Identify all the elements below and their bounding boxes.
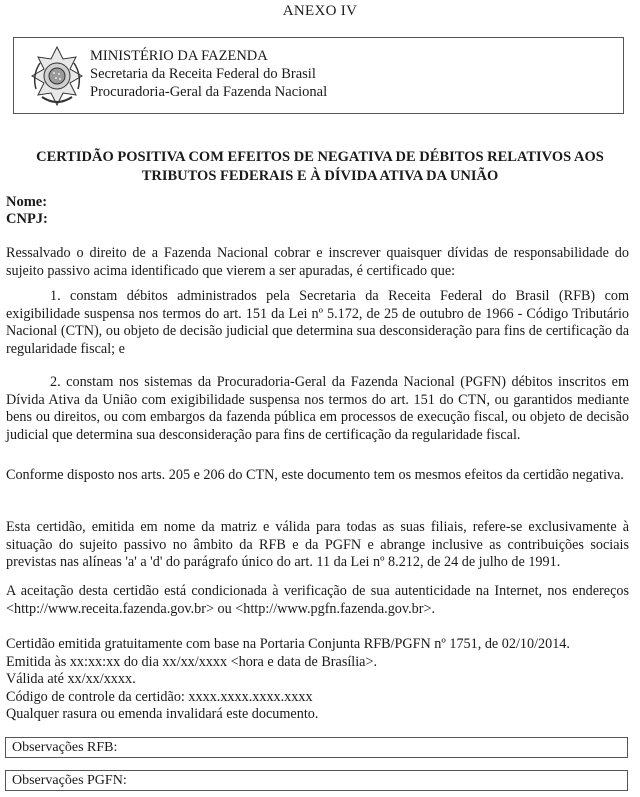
ctn-paragraph: Conforme disposto nos arts. 205 e 206 do CTN, este documento tem os mesmos efeitos da certidão negativa. bbox=[6, 467, 624, 483]
taxpayer-fields bbox=[6, 194, 48, 228]
item-2-paragraph: 2. constam nos sistemas da Procuradoria-Geral da Fazenda Nacional (PGFN) débitos inscritos em Dívida Ativa da União com exigibilidade suspensa nos termos do art. 151 do CTN, ou garantidos mediante bens ou direitos, ou com embargos da fazenda pública em processos de execução fiscal, ou objeto de decisão judicial que determina sua desconsideração para fins de certificação da regularidade fiscal. bbox=[6, 374, 629, 443]
tamper-warning-line: Qualquer rasura ou emenda invalidará este documento. bbox=[6, 706, 319, 722]
valid-until-line: Válida até xx/xx/xxxx. bbox=[6, 671, 136, 687]
intro-paragraph: Ressalvado o direito de a Fazenda Nacional cobrar e inscrever quaisquer dívidas de responsabilidade do sujeito passivo acima identificado que vierem a ser apuradas, é certificado que: bbox=[6, 245, 629, 279]
authenticity-paragraph: A aceitação desta certidão está condicionada à verificação de sua autenticidade na Internet, nos endereços <http://www.receita.fazenda.gov.br> ou <http://www.pgfn.fazenda.gov.br>. bbox=[6, 583, 629, 617]
certificate-title bbox=[20, 148, 620, 186]
issuance-info bbox=[6, 636, 570, 724]
secretariat-name: Secretaria da Receita Federal do Brasil bbox=[90, 66, 316, 82]
title-line-2: TRIBUTOS FEDERAIS E À DÍVIDA ATIVA DA UNIÃO bbox=[141, 168, 499, 184]
title-line-1: CERTIDÃO POSITIVA COM EFEITOS DE NEGATIVA DE DÉBITOS RELATIVOS AOS bbox=[36, 149, 604, 165]
procuracy-name: Procuradoria-Geral da Fazenda Nacional bbox=[90, 84, 328, 100]
pgfn-observations-field bbox=[5, 770, 628, 791]
cnpj-label: CNPJ: bbox=[6, 211, 48, 227]
agency-header bbox=[13, 37, 624, 114]
issued-at-line: Emitida às xx:xx:xx do dia xx/xx/xxxx <hora e data de Brasília>. bbox=[6, 653, 378, 670]
annex-label: ANEXO IV bbox=[282, 3, 358, 19]
rfb-observations-field bbox=[5, 737, 628, 758]
item-1-paragraph: 1. constam débitos administrados pela Secretaria da Receita Federal do Brasil (RFB) com exigibilidade suspensa nos termos do art. 151 da Lei nº 5.172, de 25 de outubro de 1966 - Código Tributário Nacional (CTN), ou objeto de decisão judicial que determina sua desconsideração para fins de certificação da regularidade fiscal; e bbox=[6, 288, 629, 357]
ministry-name: MINISTÉRIO DA FAZENDA bbox=[90, 48, 268, 64]
brazil-coat-of-arms-icon bbox=[28, 45, 86, 107]
control-code-line: Código de controle da certidão: xxxx.xxxx.xxxx.xxxx bbox=[6, 688, 313, 705]
name-label: Nome: bbox=[6, 194, 48, 210]
pgfn-observations-label: Observações PGFN: bbox=[12, 773, 127, 788]
branch-scope-paragraph: Esta certidão, emitida em nome da matriz e válida para todas as suas filiais, refere-se exclusivamente à situação do sujeito passivo no âmbito da RFB e da PGFN e abrange inclusive as contribuições sociais previstas nas alíneas 'a' a 'd' do parágrafo único do art. 11 da Lei nº 8.212, de 24 de julho de 1991. bbox=[6, 519, 629, 570]
legal-basis-line: Certidão emitida gratuitamente com base na Portaria Conjunta RFB/PGFN nº 1751, de 02/10/2014. bbox=[6, 636, 570, 652]
rfb-observations-label: Observações RFB: bbox=[12, 740, 118, 755]
